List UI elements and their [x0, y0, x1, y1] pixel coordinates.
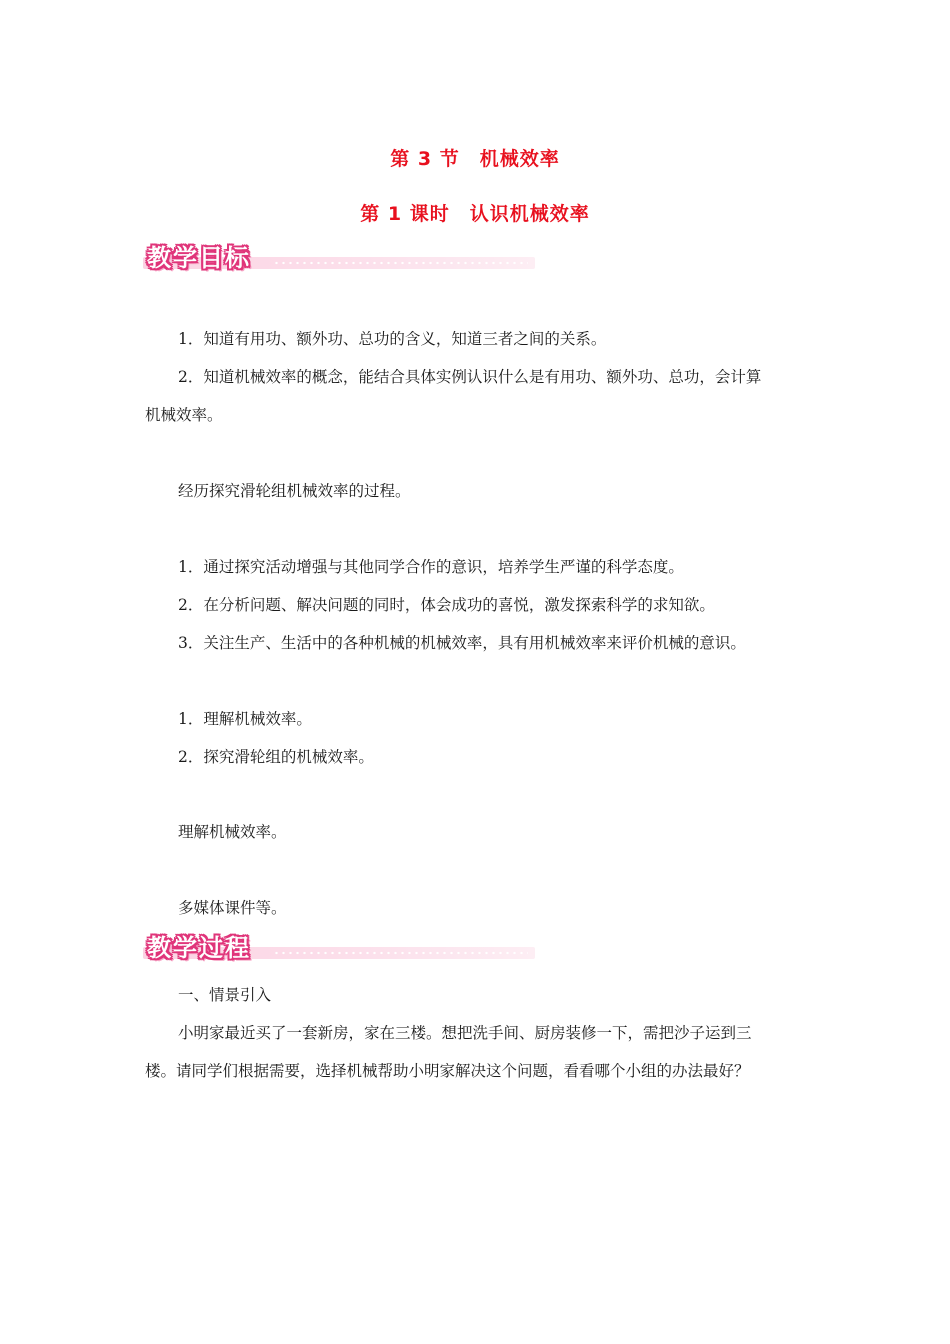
process-paragraph-line-1: 小明家最近买了一套新房，家在三楼。想把洗手间、厨房装修一下，需把沙子运到三 — [178, 1024, 752, 1042]
goal-process: 经历探究滑轮组机械效率的过程。 — [178, 482, 411, 500]
banner-label: 教学过程 — [147, 934, 251, 962]
goal-knowledge-2: 2．知道机械效率的概念，能结合具体实例认识什么是有用功、额外功、总功，会计算 — [178, 368, 762, 386]
goal-knowledge-2-cont: 机械效率。 — [145, 406, 223, 424]
goal-knowledge-1: 1．知道有用功、额外功、总功的含义，知道三者之间的关系。 — [178, 330, 607, 348]
key-point-2: 2．探究滑轮组的机械效率。 — [178, 748, 374, 766]
banner-label: 教学目标 — [147, 244, 251, 272]
goal-attitude-2: 2．在分析问题、解决问题的同时，体会成功的喜悦，激发探索科学的求知欲。 — [178, 596, 715, 614]
key-point-1: 1．理解机械效率。 — [178, 710, 312, 728]
banner-dots — [273, 261, 528, 265]
preparation: 多媒体课件等。 — [178, 899, 287, 917]
lesson-title: 第 1 课时 认识机械效率 — [360, 203, 590, 225]
process-paragraph-line-2: 楼。请同学们根据需要，选择机械帮助小明家解决这个问题，看看哪个小组的办法最好？ — [145, 1062, 750, 1080]
teaching-process-banner — [143, 930, 535, 960]
section-title: 第 3 节 机械效率 — [390, 148, 560, 170]
process-heading: 一、情景引入 — [178, 986, 272, 1004]
banner-dots — [273, 951, 528, 955]
goal-attitude-1: 1．通过探究活动增强与其他同学合作的意识，培养学生严谨的科学态度。 — [178, 558, 684, 576]
goal-attitude-3: 3．关注生产、生活中的各种机械的机械效率，具有用机械效率来评价机械的意识。 — [178, 634, 746, 652]
difficulty: 理解机械效率。 — [178, 823, 287, 841]
teaching-goals-banner — [143, 240, 535, 270]
